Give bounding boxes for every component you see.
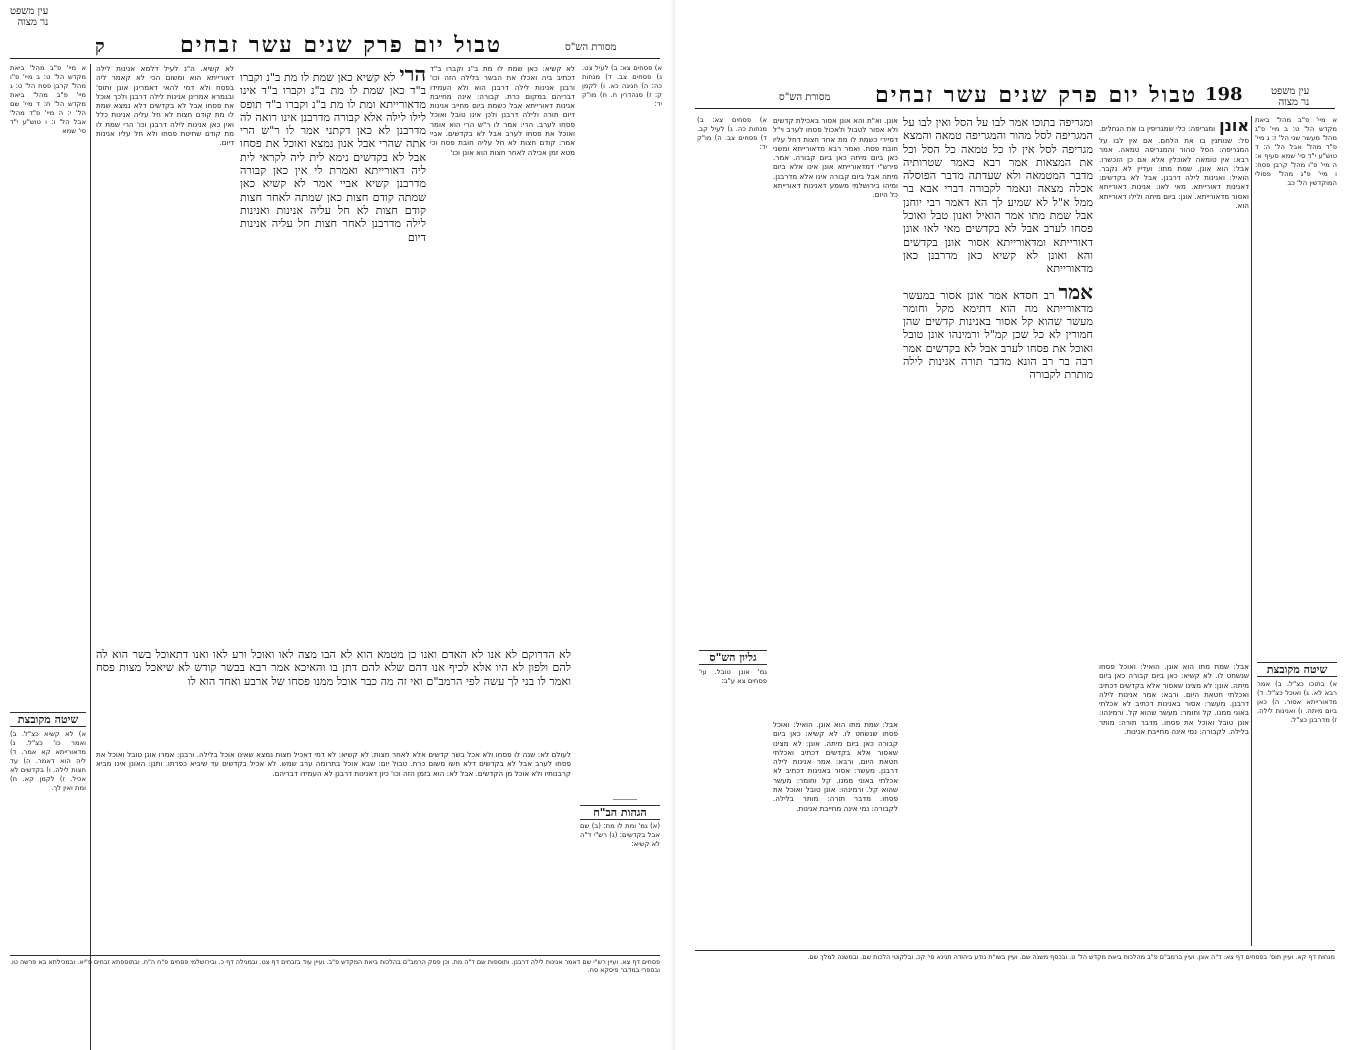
ein-mishpat-column: א מיי' פ"ב מהל' ביאת מקדש הל' ט: ב מיי' פ"ג מהל' מעשר שני הל' ז: ג מיי' פ"ד מהל' אבל הל' ה: ד טוש"ע י"ד סי' שמא סעיף א: ה מיי' פ"ו מהל' קרבן פסח: ו מיי' פ"ג מהל' פסולי המוקדשין הל' כב [1255,116,1337,187]
header-rule [10,58,660,59]
ein-mishpat-column: א מיי' פ"ב מהל' ביאת מקדש הל' ט: ב מיי' פ"ו מהל' קרבן פסח הל' ט: ג מיי' פ"ב מהל' ביאת מקדש הל' ח: ד מיי' שם הל' י: ה מיי' פ"ד מהל' אבל הל' ו: ו טוש"ע י"ד סי' שמא [10,64,86,135]
rashi-lead-word: אונן [1219,116,1249,135]
page-title: טבול יום פרק שנים עשר זבחים [180,32,503,58]
shita-mekubetset-label: שיטה מקובצת [1257,662,1337,677]
bottom-notes: פסחים דף צא. ועיין רש"י שם דאמר אנינות לילה דרבנן. ותוספות שם ד"ה מת. וכן פסק הרמב"ם בהלכות ביאת המקדש פ"ב. ועיין עוד בזבחים דף צט. ובמגילה דף כ. ובירושלמי פסחים פ"ח ה"ח. ובתוספתא זבחים פ"יא. ובמכילתא בא פרשה טו. ובספרי במדבר פיסקא סח. [10,958,660,975]
gilayon-text: גמ' אונן טובל. עי' פסחים צא ע"ב: [699,668,767,685]
shita-mekubetset-label: שיטה מקובצת [10,712,86,727]
header-rule [695,108,1335,109]
gilayon-label: גליון הש"ס [699,650,767,665]
masoret-label: מסורת הש"ס [779,92,831,103]
hagahot-text: (א) גמ' ומת לו מת: (ב) שם אבל בקדשים: (ג) רש"י ד"ה לא קשיא: [580,822,660,848]
footnote-rule [695,950,1335,951]
hagahot-label: הגהות הב"ח [580,805,660,820]
gemara-lead-word: הרי [399,64,426,86]
page-title: טבול יום פרק שנים עשר זבחים [875,82,1198,108]
page-letter: ק [95,36,105,57]
shita-mekubetset-text: א) לא קשיא כצ"ל. ב) ואמר כו' כצ"ל. ג) מדאורייתא קא אמר. ד) ליה הוא דאמר. ה) עד חצות לילה. ו) בקדשים לא אכיל. ז) לקמן קא. ח) ומת ואין לך. [10,730,86,792]
rashi-column: אונןומגריפה: כלי שמגריפין בו את הגחלים. סל: שנותנין בו את הלחם. אם אין לבו על המגריפה: הסל טהור והמגריפה טמאה. אמר רבא: אין טומאה לאוכלין אלא אם כן הוכשרו. אבל: הוא אונן. שמת מתו: ועדיין לא נקבר. הואיל: ואנינות לילה דרבנן. אבל לא בקדשים: דאנינות דאורייתא. מאי לאו: אנינות דאורייתא ואסור מדאורייתא. אונן: ביום מיתה ולילו דאורייתא הוא. [1099,116,1249,211]
gemara-main-text: ומגריפה בתוכו אמר לבו על הסל ואין לבו על המגריפה לסל מהור והמגריפה טמאה והמצא מגריפה לסל אין לו כל טמאה כל הסל וכל את המצאות אמר רבא כאמר שטרותיה מדבר המטמאה ולא שעדתה מדבר הפוסלה אכלה מצאה ונאמר לקבורה דברי אבא בר ממל א"ל לא שמיע לך הא דאמר רבי יוחנן אבל שמת מתו אמר הואיל ואנון טבל ואוכל פסחו לערב אבל לא בקדשים מאי לאו אונן דאורייתא ומדאורייתא אסור אונן בקדשים והא ואונן לא קשיא כאן מדרבנן כאן מדאורייתא אמררב חסדא אמר אונן אסור במעשר מדאורייתא מה הוא דתימא מקל וחומר מעשר שהוא קל אסור באנינות קדשים שהן חמורין לא כל שכן קמ"ל ורמינהו אונן טובל ואוכל את פסחו לערב אבל לא בקדשים אמר רבה בר רב הונא מדבר תורה אנינות לילה מותרת לקבורה [903,116,1093,382]
gemara-second-lead: אמר [1058,279,1093,304]
gemara-main-text: הרילא קשיא כאן שמת לו מת ב"נ וקברו ב"ד כאן שמת לו מת ב"נ וקברו ב"ד אינו מדאורייתא ומת לו מת ב"נ וקברו ב"ד תופס לילו לילה אלא קבורה מדרבנן אינו רואה לה מדרבנן לא כאן דקתני אמר לו ר"ש הרי אתה שהרי אבל אנון נמצא ואוכל את פסחו אבל לא בקדשים נימא לית ליה לקראי לית ליה דאורייתא ואמרת לי אין כאן קבורה מדרבנן קשיא אביי אמר לא קשיא כאן שמתה קודם חצות כאן שמתה לאחר חצות קודם חצות לא חל עליה אנינות ואנינות לילה מדרבנן לאחר חצות חל עליה אנינות דיום [240,64,426,244]
page-number: 198 [1205,84,1243,105]
masoret-column: א) פסחים צא: ב) לעיל צט. ג) פסחים צב. ד) מנחות כה: ה) חגיגה כא. ו) לקמן ק: ז) סנהדרין ח. ח) מו"ק יד: [582,64,662,108]
rashi-column: לא קשיא: כאן שמת לו מת ב"נ וקברו ב"ד דכתיב ביה ואכלו את הבשר בלילה הזה וכו' ורבנן אנינות לילה דרבנן הוא ולא העמידו דבריהם במקום כרת. קבורה: אינה מחייבת אנינות דאורייתא אבל כשמת ביום מחייב אנינות דיום תורה ולילה דרבנן ולכן אינו טובל ואוכל פסחו לערב. הרי: אמר לו ר"ש הרי הוא אומר ואוכל את פסחו לערב אבל לא בקדשים. אביי אמר: קודם חצות לא חל עליה חובת פסח וכי מטא זמן אכילה לאחר חצות הוא אונן וכו' [430,64,575,157]
rashi-lower: אבל: שמת מתו הוא אונן. הואיל: ואוכל פסחו שנשחט לו. לא קשיא: כאן ביום קבורה כאן ביום מיתה. אונן: לא מצינו שאסור אלא בקדשים דכתיב ואכלתי חטאת היום. ורבא: אמר אנינות לילה דרבנן. מעשר: אסור באנינות דכתיב לא אכלתי באוני ממנו. קל וחומר: מעשר שהוא קל. ורמינהו: אונן טובל ואוכל את פסחו. מדבר תורה: מותר בלילה. לקבורה: נמי אינה מחייבת אנינות. [1099,662,1249,737]
margin-divider [1251,116,1252,946]
gemara-continuation: לא הדרוקם לא אנו לא האדם ואנו כן מטמא הוא לא הבו מצה לאו ואוכל ורע לאו ואנו דתאוכל בשר הוא לה להם ולפון לא היו אלא לכיף אנו דהם שלא להם דתן בו והאיכא אמר רבא בבשר קודש לא שיאכל מצות פסח ואמר לו בני לך עשה לפי הרמב"ם ואי זה מה כבר אוכל ממנו פסחו של ארבע ואחד הוא לו [96,648,571,688]
margin-divider [90,64,91,1050]
masoret-label: מסורת הש"ס [565,42,617,53]
footnote-rule [10,955,660,956]
tosafot-column: אונן. וא"ת והא אונן אסור באכילת קדשים ולא אסור לטבול ולאכול פסחו לערב וי"ל דמיירי כשמת לו מת אחר חצות דחל עליו חובת פסח. ואמר רבא מדאורייתא ומשני כאן ביום מיתה כאן ביום קבורה. אמר. פירש"י דמדאורייתא אונן אינו אלא ביום מיתה אבל ביום קבורה אינו אלא מדרבנן. ומיהו בירושלמי משמע דאנינות דאורייתא כל היום. [773,116,898,200]
masoret-column: א) פסחים צא: ב) מנחות כה. ג) לעיל קב. ד) פסחים צב. ה) מו"ק יד: [697,116,767,151]
ornament: ⸻ [612,794,638,805]
rashi-lower: לעולם לא: שנה לו פסחו ולא אכל בשר קדשים אלא לאחר חצות. לא קשיא: לא דמי דאכיל חצות נמצא שאינו אוכל בלילה. ורבנן: אמרו אונן טובל ואוכל את פסחו לערב אבל לא בקדשים דלא חשו משום כרת. טבול יום: שבא אוכל בתרומה ערב שמש. לא אכיל בקדשים עד שיביא כפרתו. ותנן: האונן אינו מביא קרבנותיו ולא אוכל מן הקדשים. אבל לא: הוא בזמן הזה וכו' כיון דאנינות דרבנן לא העמידו דבריהם. [96,750,571,778]
tosafot-column: לא קשיא. ה"נ לעיל דלמא אנינות לילה דאורייתא הוא ומשום הכי לא קאמר ליה בפסח ולא דמי להאי דאמרינן אונן ותוס' ובגמרא אמרינן אנינות לילה דרבנן ולכך אוכל את פסחו אבל לא בקדשים דלא נמצא שמת לו מת קודם חצות לא חל עליה אנינות כלל ואין כאן אנינות לילה דרבנן וכו' הרי שמת לו מת קודם שחיטת פסחו ולא חל עליו אנינות דיום. [96,64,234,148]
right-page [675,0,1350,1050]
ein-mishpat-heading: עין משפט נר מצוה [1271,86,1310,108]
bottom-notes: מנחות דף קא. ועיין תוס' בפסחים דף צא: ד"ה אונן. ועיין ברמב"ם פ"ב מהלכות ביאת מקדש הל' ט. ובכסף משנה שם. ועיין בשו"ת נודע ביהודה תנינא סי' קכ. ובלקוטי הלכות שם. ובמשנה למלך שם. [807,953,1335,961]
ein-mishpat-heading: עין משפט נר מצוה [10,6,49,28]
tosafot-lower: אבל: שמת מתו הוא אונן. הואיל: ואוכל פסחו שנשחט לו. לא קשיא: כאן ביום קבורה כאן ביום מיתה. אונן: לא מצינו שאסור אלא בקדשים דכתיב ואכלתי חטאת היום. ורבא: אמר אנינות לילה דרבנן. מעשר: אסור באנינות דכתיב לא אכלתי באוני ממנו. קל וחומר: מעשר שהוא קל. ורמינהו: אונן טובל ואוכל את פסחו. מדבר תורה: מותר בלילה. לקבורה: נמי אינה מחייבת אנינות. [773,720,898,813]
shita-mekubetset-text: א) בתוכו כצ"ל. ב) אמר רבא לא. ג) ואוכל כצ"ל. ד) מדאורייתא אסור. ה) כאן ביום מיתה. ו) ואנינות לילה. ז) מדרבנן כצ"ל. [1257,680,1337,724]
